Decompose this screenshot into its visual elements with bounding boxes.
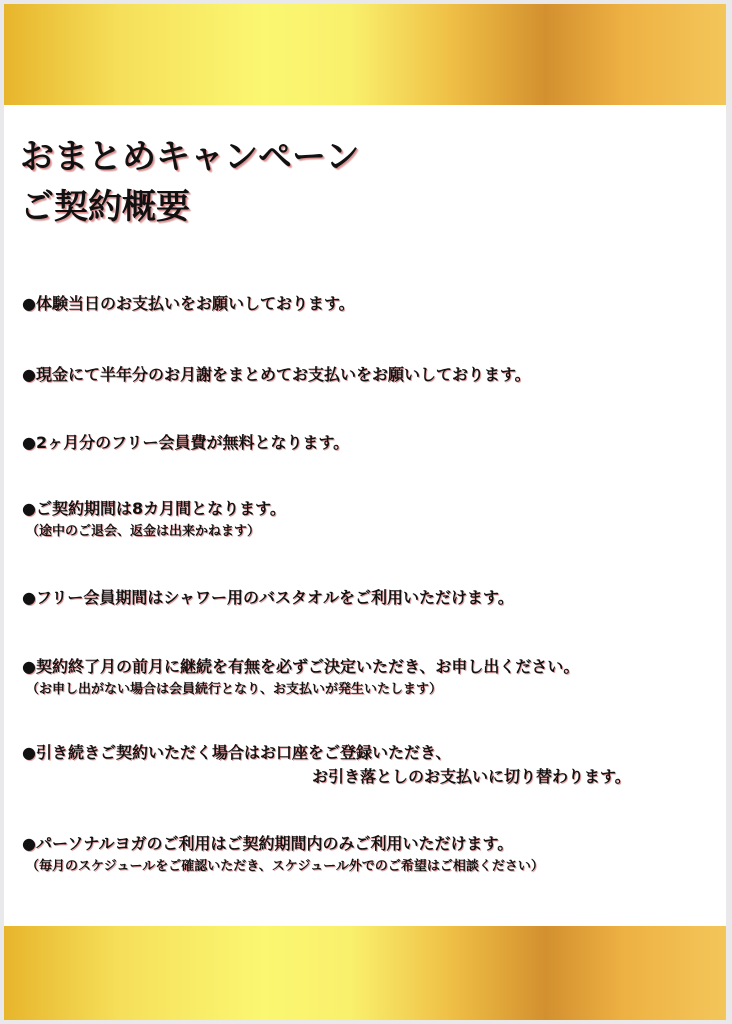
item-text: ●フリー会員期間はシャワー用のバスタオルをご利用いただけます。 <box>22 588 514 607</box>
item-note: （毎月のスケジュールをご確認いただき、スケジュール外でのご希望はご相談ください） <box>26 859 544 874</box>
list-item <box>22 431 349 455</box>
document-page <box>4 4 726 1020</box>
item-text: ●引き続きご契約いただく場合はお口座をご登録いただき、 <box>22 743 452 762</box>
page-title <box>20 132 359 232</box>
list-item <box>22 292 355 316</box>
list-item <box>22 741 631 789</box>
list-item <box>22 586 514 610</box>
item-note: （お申し出がない場合は会員続行となり、お支払いが発生いたします） <box>26 682 443 697</box>
item-text: ●体験当日のお支払いをお願いしております。 <box>22 294 355 313</box>
item-note: （途中のご退会、返金は出来かねます） <box>26 524 261 539</box>
item-text: ●現金にて半年分のお月謝をまとめてお支払いをお願いしております。 <box>22 365 531 384</box>
item-text: ●ご契約期間は8カ月間となります。 <box>22 499 286 518</box>
item-text: ●パーソナルヨガのご利用はご契約期間内のみご利用いただけます。 <box>22 834 514 853</box>
item-text: ●2ヶ月分のフリー会員費が無料となります。 <box>22 433 350 452</box>
item-text: ●契約終了月の前月に継続を有無を必ずご決定いただき、お申し出ください。 <box>22 657 580 676</box>
gold-footer-band <box>4 926 726 1020</box>
title-line-1: おまとめキャンペーン <box>20 137 360 177</box>
list-item <box>22 497 286 543</box>
list-item <box>22 363 531 387</box>
title-line-2: ご契約概要 <box>20 187 190 227</box>
item-continuation: お引き落としのお支払いに切り替わります。 <box>312 767 631 786</box>
list-item <box>22 655 579 701</box>
list-item <box>22 832 544 878</box>
gold-header-band <box>4 4 726 105</box>
